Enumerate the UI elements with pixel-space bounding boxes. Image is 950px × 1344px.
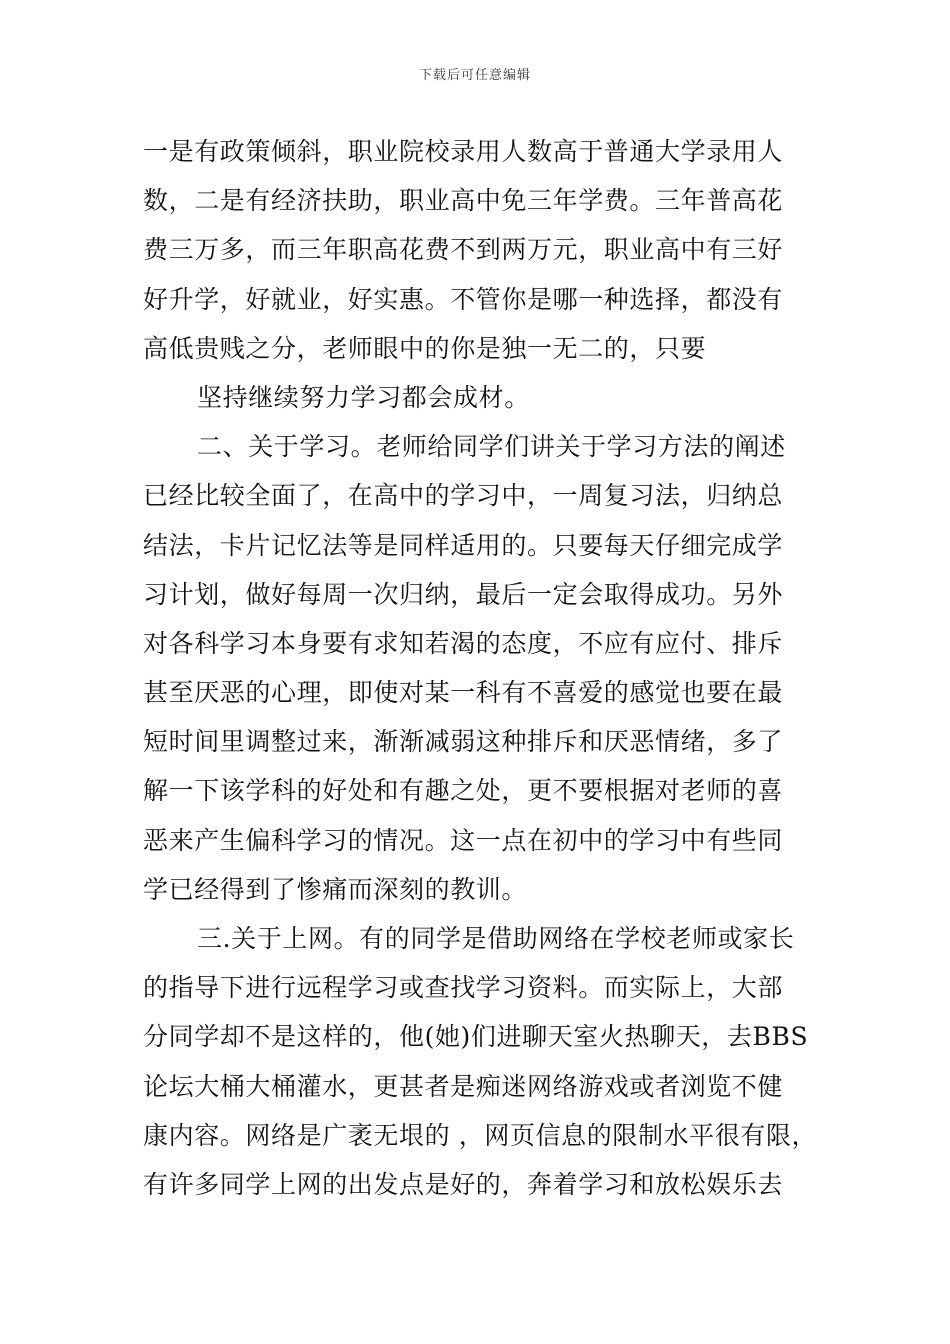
text-line: 好升学，好就业，好实惠。不管你是哪一种选择，都没有 (143, 284, 784, 314)
text-line: 解一下该学科的好处和有趣之处，更不要根据对老师的喜 (143, 776, 784, 806)
text-line: 论坛大桶大桶灌水，更甚者是痴迷网络游戏或者浏览不健 (143, 1071, 784, 1101)
text-line: 的指导下进行远程学习或查找学习资料。而实际上，大部 (143, 973, 784, 1003)
document-body (143, 127, 823, 1209)
text-line: 甚至厌恶的心理，即使对某一科有不喜爱的感觉也要在最 (143, 678, 784, 708)
paragraph-first-line: 二、关于学习。老师给同学们讲关于学习方法的阐述 (197, 432, 786, 462)
text-line: 短时间里调整过来，渐渐减弱这种排斥和厌恶情绪，多了 (143, 727, 784, 757)
paragraph-first-line: 三.关于上网。有的同学是借助网络在学校老师或家长 (197, 924, 795, 953)
text-line: 费三万多，而三年职高花费不到两万元，职业高中有三好 (143, 235, 784, 265)
text-line: 对各科学习本身要有求知若渴的态度，不应有应付、排斥 (143, 628, 784, 658)
text-line: 学已经得到了惨痛而深刻的教训。 (143, 874, 528, 904)
text-line: 数，二是有经济扶助，职业高中免三年学费。三年普高花 (143, 186, 784, 216)
text-line: 一是有政策倾斜，职业院校录用人数高于普通大学录用人 (143, 137, 784, 166)
page-header: 下载后可任意编辑 (418, 68, 531, 83)
text-line: 高低贵贱之分，老师眼中的你是独一无二的，只要 (143, 333, 707, 363)
text-line: 康内容。网络是广袤无垠的 ，网页信息的限制水平很有限， (143, 1120, 818, 1150)
text-line: 恶来产生偏科学习的情况。这一点在初中的学习中有些同 (143, 825, 784, 855)
text-line: 已经比较全面了，在高中的学习中，一周复习法，归纳总 (143, 481, 784, 511)
text-line: 分同学却不是这样的，他(她)们进聊天室火热聊天，去BBS (143, 1022, 809, 1052)
text-line: 结法，卡片记忆法等是同样适用的。只要每天仔细完成学 (143, 530, 784, 560)
paragraph-first-line: 坚持继续努力学习都会成材。 (197, 382, 530, 412)
text-line: 习计划，做好每周一次归纳，最后一定会取得成功。另外 (143, 579, 784, 609)
text-line: 有许多同学上网的出发点是好的，奔着学习和放松娱乐去 (143, 1169, 784, 1199)
